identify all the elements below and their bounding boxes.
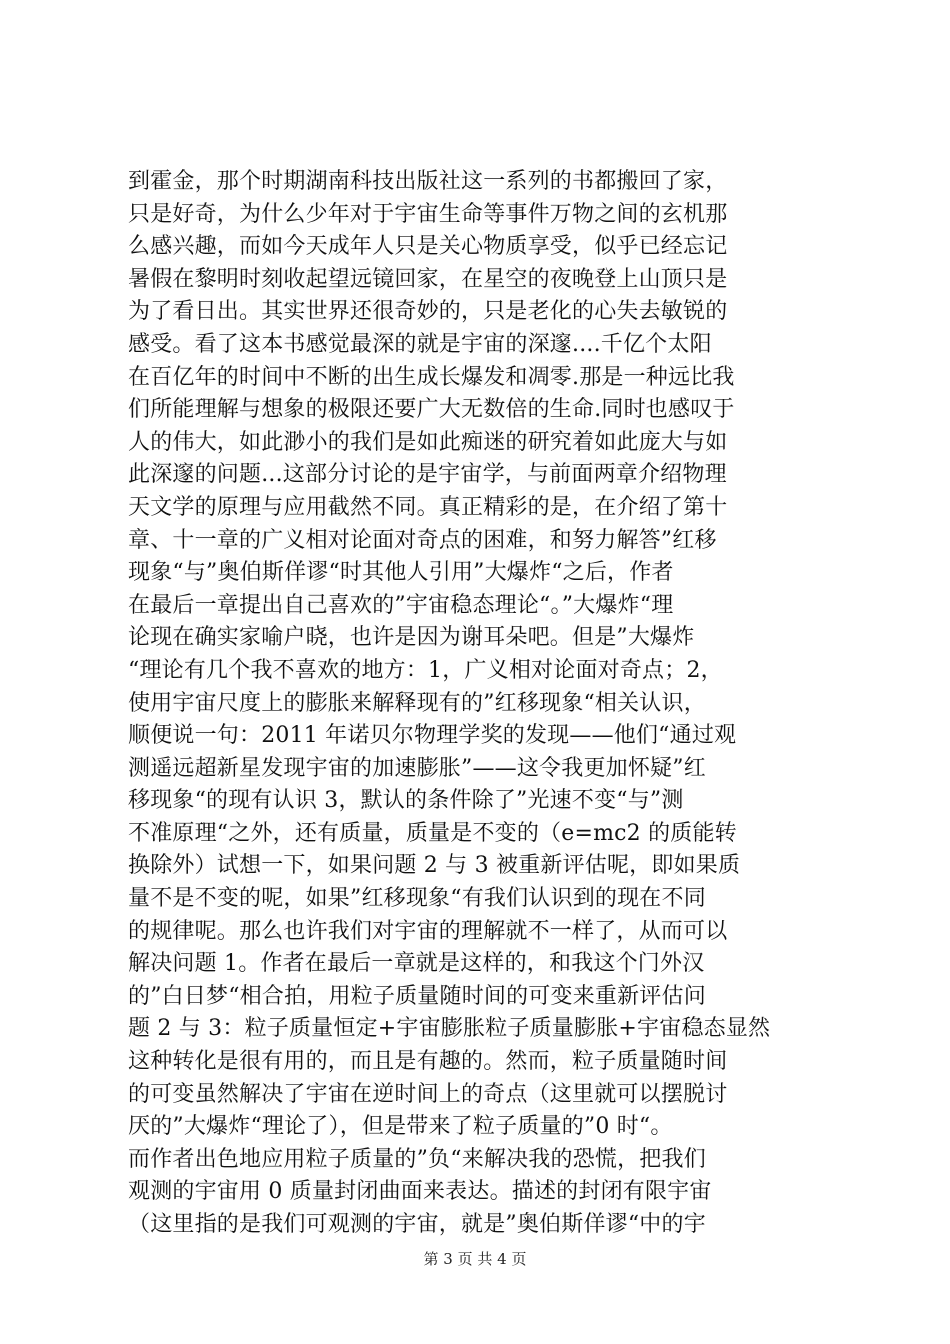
text-line: “理论有几个我不喜欢的地方：1，广义相对论面对奇点；2， xyxy=(128,657,723,683)
document-body xyxy=(128,166,828,1242)
text-line: 天文学的原理与应用截然不同。真正精彩的是，在介绍了第十 xyxy=(128,494,728,520)
text-line: 解决问题 1。作者在最后一章就是这样的，和我这个门外汉 xyxy=(128,951,705,977)
text-line: 的规律呢。那么也许我们对宇宙的理解就不一样了，从而可以 xyxy=(128,918,728,944)
text-line: 在最后一章提出自己喜欢的”宇宙稳态理论“。”大爆炸“理 xyxy=(128,592,674,618)
text-line: 换除外）试想一下，如果问题 2 与 3 被重新评估呢，即如果质 xyxy=(128,853,741,879)
text-line: 人的伟大，如此渺小的我们是如此痴迷的研究着如此庞大与如 xyxy=(128,429,728,455)
text-line: 只是好奇，为什么少年对于宇宙生命等事件万物之间的玄机那 xyxy=(128,201,728,227)
text-line: 这种转化是很有用的，而且是有趣的。然而，粒子质量随时间 xyxy=(128,1049,728,1075)
text-line: 暑假在黎明时刻收起望远镜回家，在星空的夜晚登上山顶只是 xyxy=(128,266,728,292)
page-number-footer: 第 3 页 共 4 页 xyxy=(423,1250,527,1268)
text-line: 不准原理“之外，还有质量，质量是不变的（e=mc2 的质能转 xyxy=(128,820,737,846)
text-line: （这里指的是我们可观测的宇宙，就是”奥伯斯佯谬“中的宇 xyxy=(128,1212,706,1237)
text-line: 们所能理解与想象的极限还要广大无数倍的生命.同时也感叹于 xyxy=(128,397,735,423)
text-line: 量不是不变的呢，如果”红移现象“有我们认识到的现在不同 xyxy=(128,886,706,912)
text-line: 使用宇宙尺度上的膨胀来解释现有的”红移现象“相关认识， xyxy=(128,690,706,716)
text-line: 的”白日梦“相合拍，用粒子质量随时间的可变来重新评估问 xyxy=(128,983,706,1009)
text-line: 现象“与”奥伯斯佯谬“时其他人引用”大爆炸“之后，作者 xyxy=(128,560,674,586)
text-line: 论现在确实家喻户晓，也许是因为谢耳朵吧。但是”大爆炸 xyxy=(128,625,695,651)
text-line: 为了看日出。其实世界还很奇妙的，只是老化的心失去敏锐的 xyxy=(128,299,728,325)
text-line: 此深邃的问题...这部分讨论的是宇宙学，与前面两章介绍物理 xyxy=(128,462,727,488)
text-line: 观测的宇宙用 0 质量封闭曲面来表达。描述的封闭有限宇宙 xyxy=(128,1179,712,1205)
text-line: 移现象“的现有认识 3，默认的条件除了”光速不变“与”测 xyxy=(128,788,684,814)
text-line: 感受。看了这本书感觉最深的就是宇宙的深邃....千亿个太阳 xyxy=(128,331,712,357)
text-line: 么感兴趣，而如今天成年人只是关心物质享受，似乎已经忘记 xyxy=(128,234,728,260)
text-line: 而作者出色地应用粒子质量的”负“来解决我的恐慌，把我们 xyxy=(128,1146,706,1172)
text-line: 章、十一章的广义相对论面对奇点的困难，和努力解答”红移 xyxy=(128,527,717,553)
text-line: 测遥远超新星发现宇宙的加速膨胀”——这令我更加怀疑”红 xyxy=(128,755,706,781)
text-line: 题 2 与 3：粒子质量恒定+宇宙膨胀粒子质量膨胀+宇宙稳态显然 xyxy=(128,1016,771,1042)
text-line: 厌的”大爆炸“理论了），但是带来了粒子质量的”0 时“。 xyxy=(128,1114,673,1140)
text-line: 到霍金，那个时期湖南科技出版社这一系列的书都搬回了家， xyxy=(128,169,728,194)
text-line: 顺便说一句：2011 年诺贝尔物理学奖的发现——他们“通过观 xyxy=(128,723,737,749)
text-line: 在百亿年的时间中不断的出生成长爆发和凋零.那是一种远比我 xyxy=(128,364,735,390)
text-line: 的可变虽然解决了宇宙在逆时间上的奇点（这里就可以摆脱讨 xyxy=(128,1081,728,1107)
